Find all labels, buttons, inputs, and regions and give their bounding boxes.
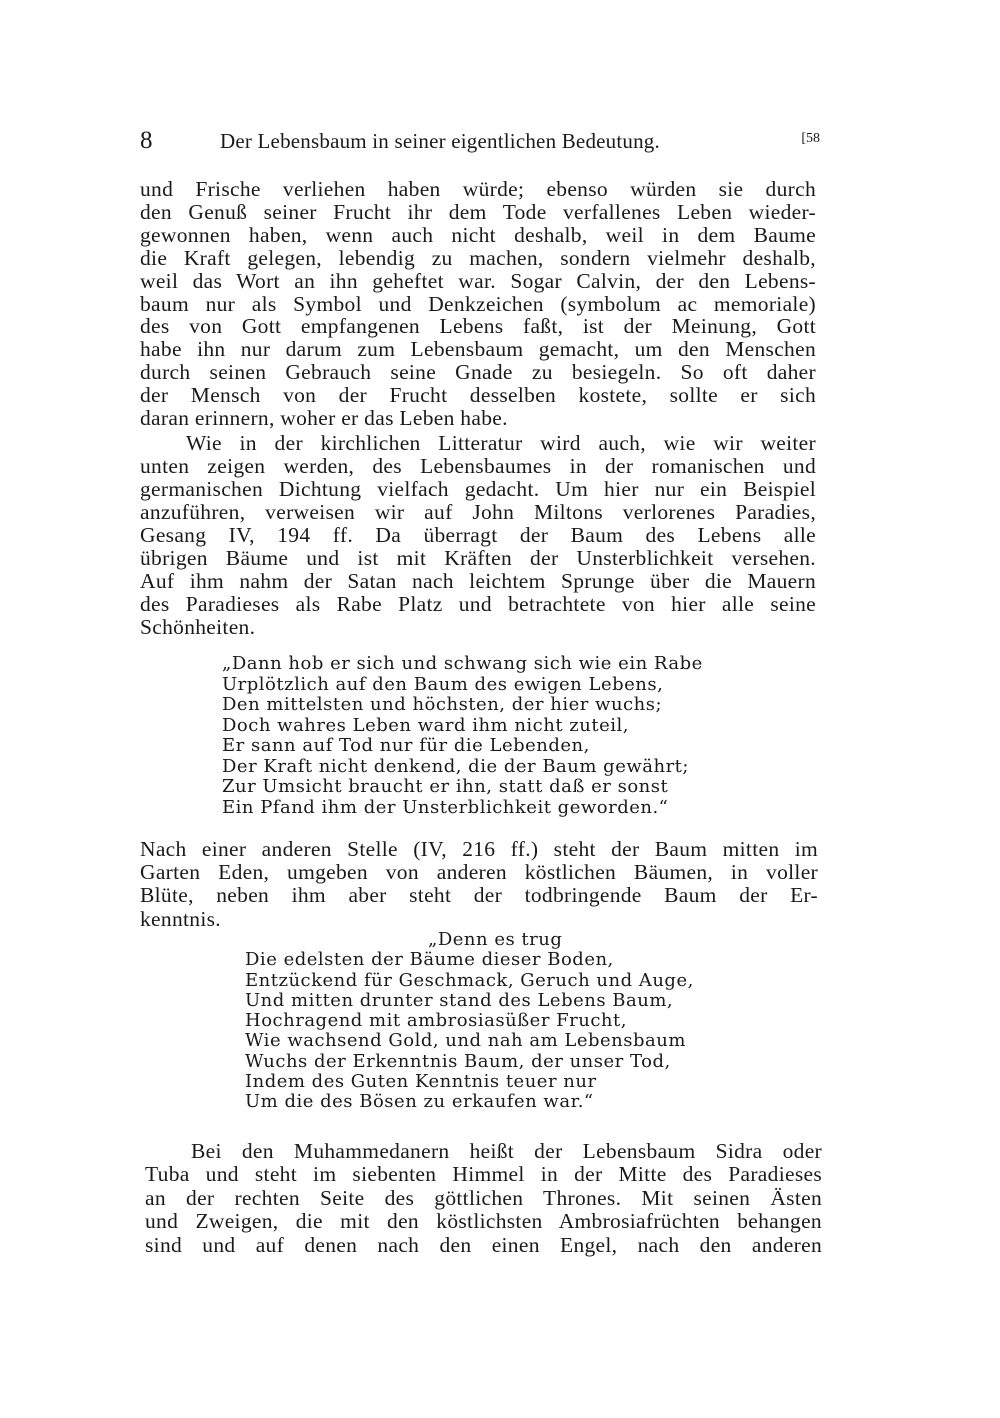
verse-line: Um die des Bösen zu erkaufen war.“ <box>245 1091 594 1113</box>
text-line: Auf ihm nahm der Satan nach leichtem Sprunge über die Mauern <box>140 569 816 593</box>
text-line: Tuba und steht im siebenten Himmel in der Mitte des Paradieses <box>145 1162 822 1187</box>
text-line: und Frische verliehen haben würde; ebenso würden sie durch <box>140 177 816 201</box>
verse-line: Entzückend für Geschmack, Geruch und Auge, <box>245 969 694 991</box>
text-line: Schönheiten. <box>140 615 256 639</box>
text-line: Wie in der kirchlichen Litteratur wird auch, wie wir weiter <box>186 431 816 455</box>
paragraph-4 <box>145 1140 822 1257</box>
paragraph-2 <box>140 432 816 639</box>
verse-line: Indem des Guten Kenntnis teuer nur <box>245 1071 597 1093</box>
verse-line: Die edelsten der Bäume dieser Boden, <box>245 949 614 971</box>
verse-quotation-1 <box>222 654 703 818</box>
original-page-reference: [58 <box>801 131 820 146</box>
text-line: Garten Eden, umgeben von anderen köstlichen Bäumen, in voller <box>140 860 818 885</box>
page-header <box>140 123 820 159</box>
verse-line: Den mittelsten und höchsten, der hier wuchs; <box>222 694 663 715</box>
text-line: Nach einer anderen Stelle (IV, 216 ff.) steht der Baum mitten im <box>140 837 818 861</box>
text-line: des Paradieses als Rabe Platz und betrachtete von hier alle seine <box>140 592 816 616</box>
text-line: des von Gott empfangenen Lebens faßt, ist der Meinung, Gott <box>140 314 816 339</box>
verse-line: Er sann auf Tod nur für die Lebenden, <box>222 735 590 756</box>
text-line: sind und auf denen nach den einen Engel, nach den anderen <box>145 1232 822 1257</box>
verse-line: Der Kraft nicht denkend, die der Baum gewährt; <box>222 755 689 777</box>
verse-line: Wuchs der Erkenntnis Baum, der unser Tod, <box>245 1050 671 1072</box>
text-line: Bei den Muhammedanern heißt der Lebensbaum Sidra oder <box>191 1139 822 1163</box>
verse-quotation-2 <box>245 930 694 1113</box>
text-line: unten zeigen werden, des Lebensbaumes in der romanischen und <box>140 454 816 478</box>
verse-line: Doch wahres Leben ward ihm nicht zuteil, <box>222 714 630 736</box>
verse-line: Hochragend mit ambrosiasüßer Frucht, <box>245 1010 627 1032</box>
text-line: durch seinen Gebrauch seine Gnade zu besiegeln. So oft daher <box>140 360 816 385</box>
verse-line: Ein Pfand ihm der Unsterblichkeit geworden.“ <box>222 796 669 818</box>
verse-line: „Denn es trug <box>428 929 563 950</box>
verse-line: Und mitten drunter stand des Lebens Baum, <box>245 989 674 1011</box>
verse-line: Wie wachsend Gold, und nah am Lebensbaum <box>245 1030 686 1052</box>
paragraph-3 <box>140 838 818 931</box>
verse-line: Zur Umsicht braucht er ihn, statt daß er sonst <box>222 776 669 797</box>
text-line: daran erinnern, woher er das Leben habe. <box>140 406 508 431</box>
text-line: weil das Wort an ihn geheftet war. Sogar Calvin, der den Lebens- <box>140 268 816 293</box>
verse-line: Urplötzlich auf den Baum des ewigen Lebens, <box>222 673 664 695</box>
text-line: baum nur als Symbol und Denkzeichen (symbolum ac memoriale) <box>140 291 816 316</box>
text-line: anzuführen, verweisen wir auf John Miltons verlorenes Paradies, <box>140 500 816 524</box>
text-line: gewonnen haben, wenn auch nicht deshalb, weil in dem Baume <box>140 222 816 247</box>
text-line: kenntnis. <box>140 906 221 931</box>
paragraph-1 <box>140 178 816 430</box>
text-line: übrigen Bäume und ist mit Kräften der Unsterblichkeit versehen. <box>140 546 816 570</box>
verse-line: „Dann hob er sich und schwang sich wie ein Rabe <box>222 653 703 674</box>
text-line: den Genuß seiner Frucht ihr dem Tode verfallenes Leben wieder- <box>140 199 816 224</box>
text-line: Gesang IV, 194 ff. Da überragt der Baum des Lebens alle <box>140 523 816 547</box>
text-line: der Mensch von der Frucht desselben kostete, sollte er sich <box>140 383 816 408</box>
text-line: an der rechten Seite des göttlichen Thrones. Mit seinen Ästen <box>145 1185 822 1210</box>
text-line: und Zweigen, die mit den köstlichsten Ambrosiafrüchten behangen <box>145 1209 822 1234</box>
text-line: die Kraft gelegen, lebendig zu machen, sondern vielmehr deshalb, <box>140 245 816 270</box>
text-line: habe ihn nur darum zum Lebensbaum gemacht, um den Menschen <box>140 337 816 362</box>
page-number: 8 <box>140 127 153 154</box>
running-head: Der Lebensbaum in seiner eigentlichen Bedeutung. <box>220 129 660 153</box>
text-line: germanischen Dichtung vielfach gedacht. Um hier nur ein Beispiel <box>140 477 816 501</box>
text-line: Blüte, neben ihm aber steht der todbringende Baum der Er- <box>140 883 818 908</box>
